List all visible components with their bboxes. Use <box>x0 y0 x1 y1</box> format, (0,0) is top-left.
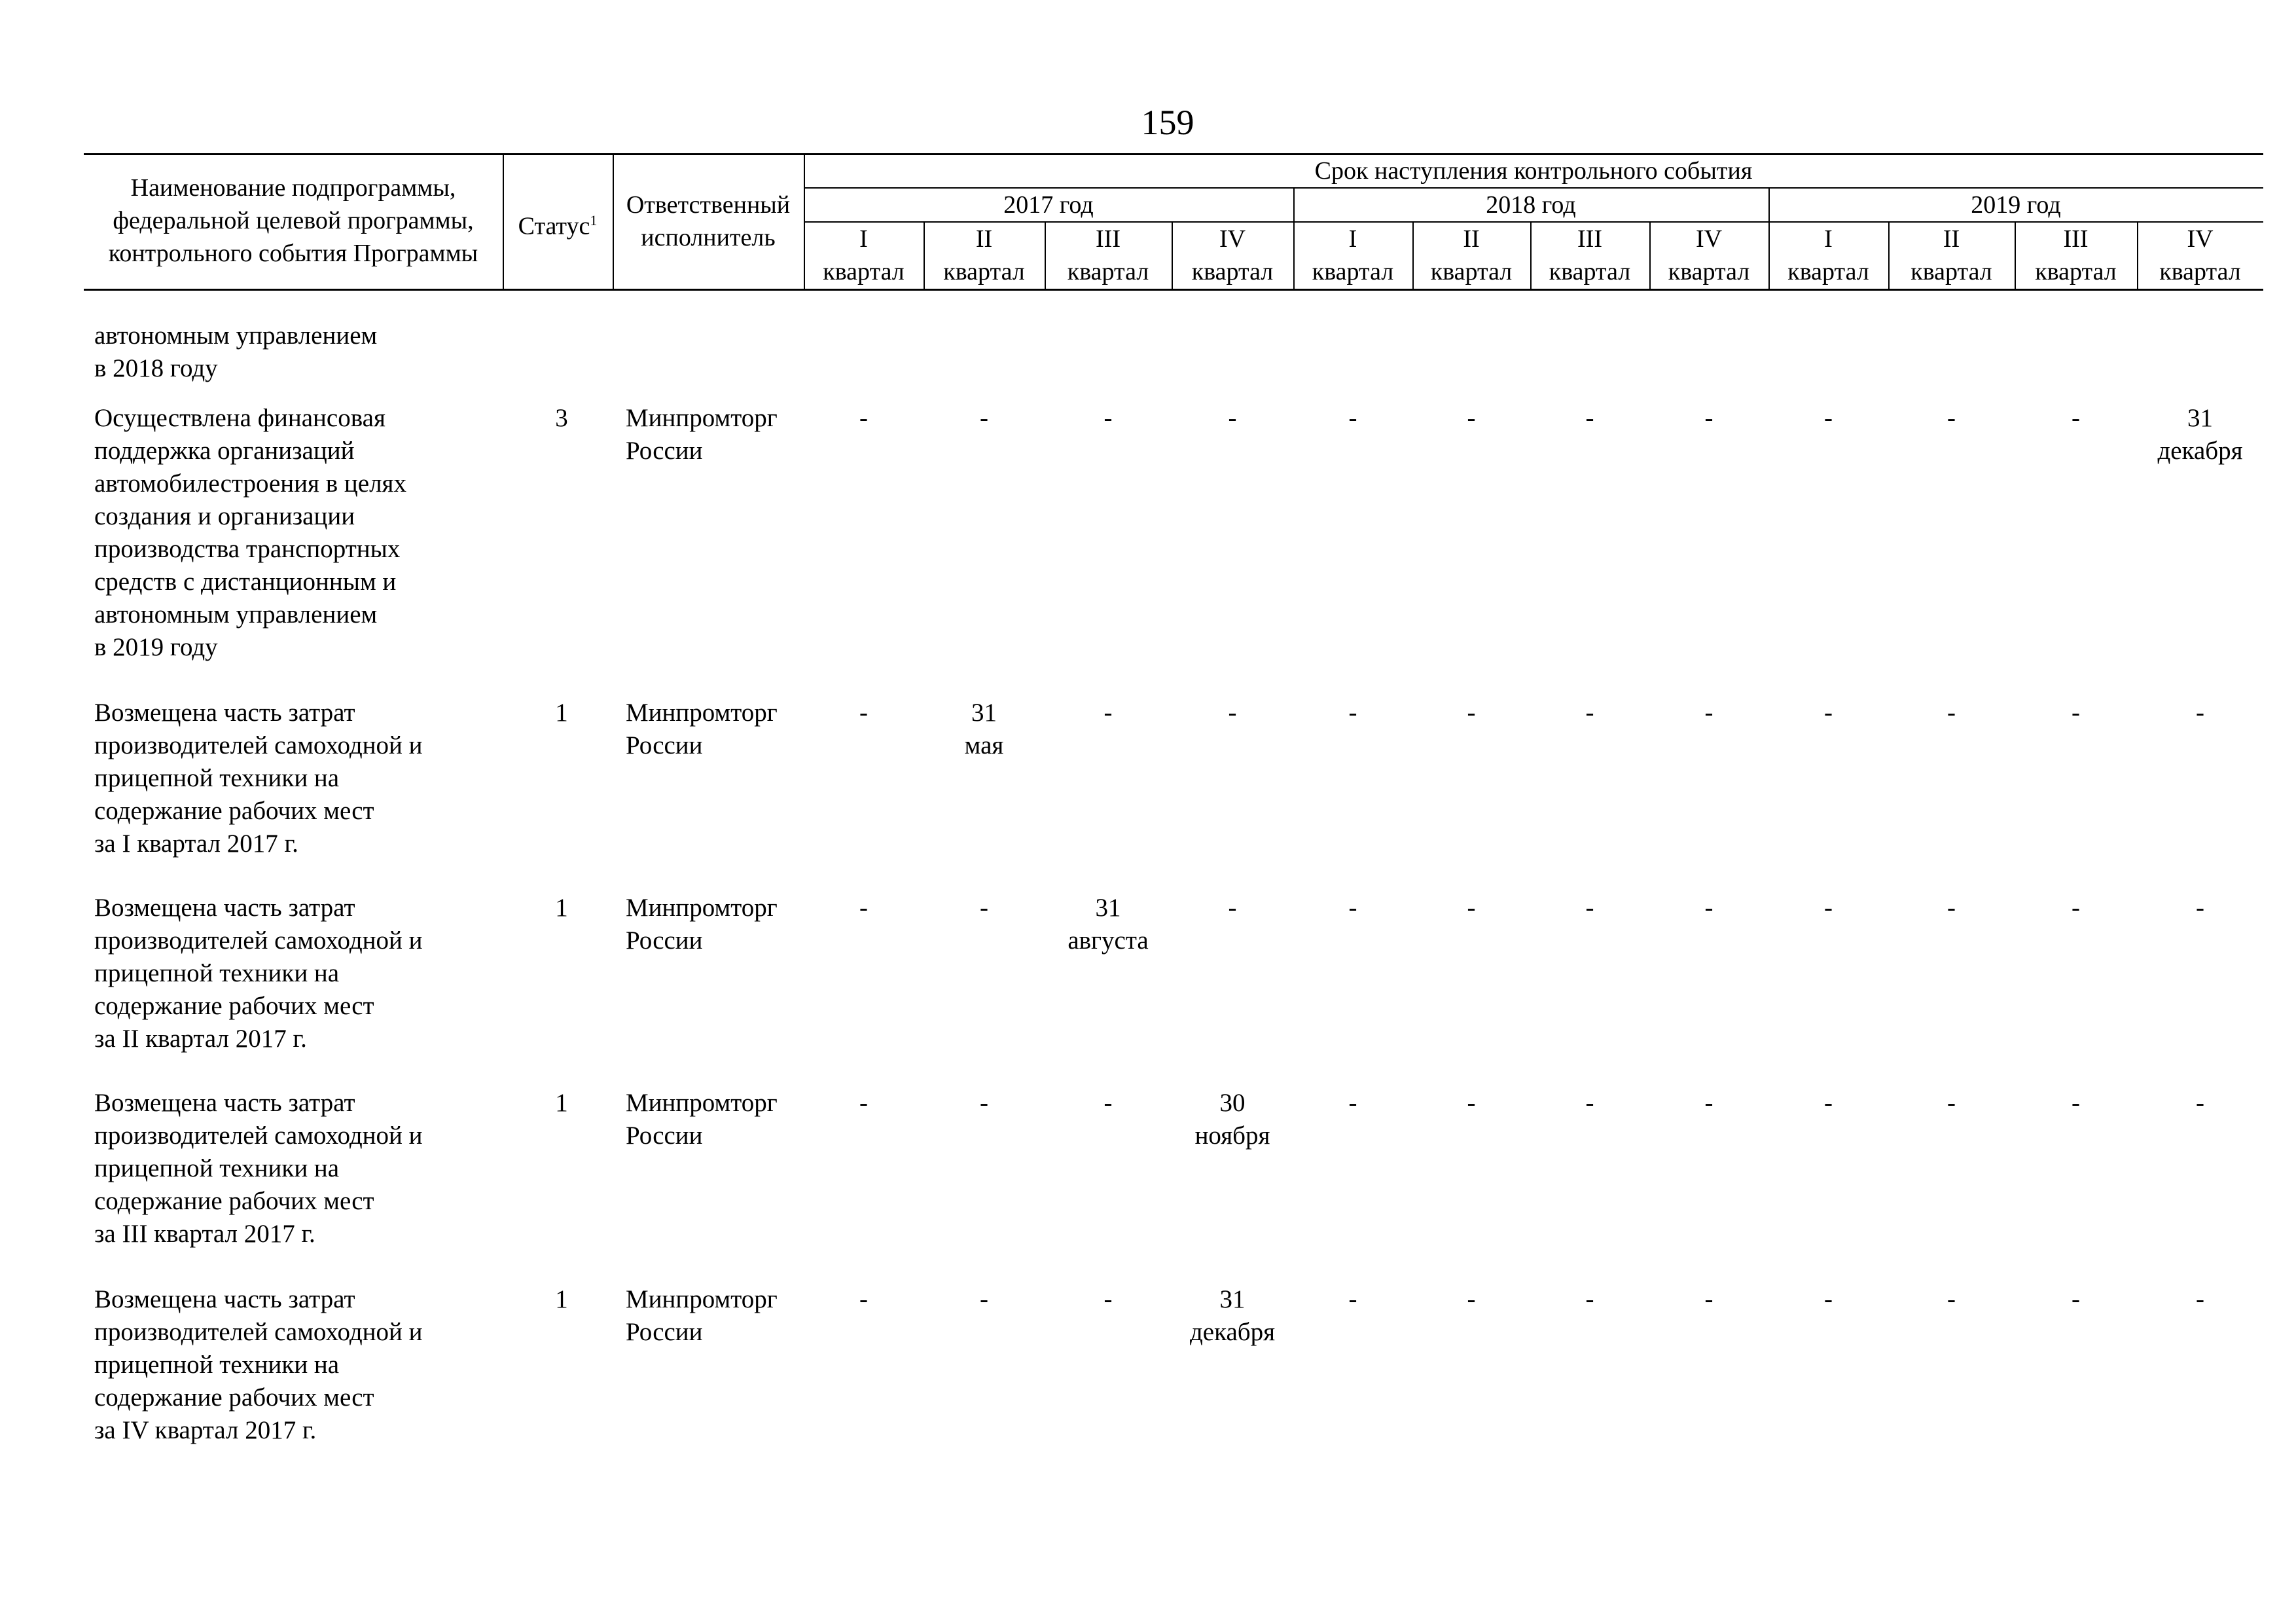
quarter-cell-2: - <box>980 1089 988 1117</box>
event-executor: Минпромторг России <box>626 699 778 759</box>
header-quarter-4: IV квартал <box>1191 225 1274 285</box>
page-number: 159 <box>1141 103 1194 142</box>
event-name: Возмещена часть затрат производителей самоходной и прицепной техники на содержание рабочих мест за IV квартал 2017 г. <box>94 1285 423 1444</box>
quarter-cell-3: - <box>1103 404 1113 432</box>
event-name: Возмещена часть затрат производителей самоходной и прицепной техники на содержание рабочих мест за III квартал 2017 г. <box>94 1089 423 1248</box>
quarter-cell-5: - <box>1348 1089 1357 1117</box>
quarter-cell-8: - <box>1704 699 1713 727</box>
header-quarter-7: III квартал <box>1549 225 1631 285</box>
quarter-cell-11: - <box>2072 894 2080 922</box>
quarter-cell-4: 31 декабря <box>1189 1285 1276 1346</box>
quarter-cell-12: 31 декабря <box>2157 404 2243 465</box>
event-name: Возмещена часть затрат производителей самоходной и прицепной техники на содержание рабочих мест за I квартал 2017 г. <box>94 699 423 858</box>
table-header <box>84 153 2263 291</box>
event-status: 1 <box>555 699 568 727</box>
quarter-cell-2: - <box>980 404 988 432</box>
quarter-cell-2: 31 мая <box>964 699 1004 759</box>
event-executor: Минпромторг России <box>626 1089 778 1150</box>
quarter-cell-6: - <box>1467 1285 1476 1313</box>
quarter-cell-9: - <box>1824 894 1833 922</box>
header-quarter-12: IV квартал <box>2159 225 2241 285</box>
quarter-cell-11: - <box>2072 1285 2080 1313</box>
event-status: 1 <box>555 1089 568 1117</box>
quarter-cell-1: - <box>859 1089 868 1117</box>
quarter-cell-8: - <box>1704 1089 1713 1117</box>
header-quarter-2: II квартал <box>943 225 1025 285</box>
quarter-cell-10: - <box>1947 1285 1956 1313</box>
quarter-cell-1: - <box>859 699 868 727</box>
event-name: Осуществлена финансовая поддержка организаций автомобилестроения в целях создания и организации производства транспортных средств с дистанционным и автономным управлением в 2019 году <box>94 404 406 661</box>
header-year-3: 2019 год <box>1971 191 2061 219</box>
footnote-marker: 1 <box>590 212 598 228</box>
quarter-cell-5: - <box>1348 699 1357 727</box>
quarter-cell-7: - <box>1585 894 1594 922</box>
quarter-cell-10: - <box>1947 404 1956 432</box>
header-quarter-9: I квартал <box>1787 225 1869 285</box>
quarter-cell-9: - <box>1824 404 1833 432</box>
quarter-cell-10: - <box>1947 894 1956 922</box>
quarter-cell-1: - <box>859 404 868 432</box>
quarter-cell-12: - <box>2196 699 2204 727</box>
quarter-cell-10: - <box>1947 699 1956 727</box>
quarter-cell-3: - <box>1103 699 1113 727</box>
quarter-cell-8: - <box>1704 404 1713 432</box>
quarter-cell-8: - <box>1704 1285 1713 1313</box>
header-col-deadline: Срок наступления контрольного события <box>1314 157 1753 185</box>
event-executor: Минпромторг России <box>626 894 778 955</box>
quarter-cell-9: - <box>1824 699 1833 727</box>
quarter-cell-9: - <box>1824 1089 1833 1117</box>
quarter-cell-2: - <box>980 894 988 922</box>
quarter-cell-11: - <box>2072 404 2080 432</box>
quarter-cell-9: - <box>1824 1285 1833 1313</box>
quarter-cell-4: - <box>1228 404 1237 432</box>
quarter-cell-6: - <box>1467 699 1476 727</box>
header-col-status: Статус$^1$ <box>518 212 598 240</box>
event-executor: Минпромторг России <box>626 404 778 465</box>
header-quarter-6: II квартал <box>1430 225 1513 285</box>
quarter-cell-6: - <box>1467 894 1476 922</box>
quarter-cell-6: - <box>1467 404 1476 432</box>
quarter-cell-3: 31 августа <box>1067 894 1149 955</box>
quarter-cell-4: - <box>1228 894 1237 922</box>
quarter-cell-5: - <box>1348 404 1357 432</box>
quarter-cell-12: - <box>2196 1089 2204 1117</box>
header-quarter-3: III квартал <box>1067 225 1149 285</box>
event-name: Возмещена часть затрат производителей самоходной и прицепной техники на содержание рабочих мест за II квартал 2017 г. <box>94 894 423 1053</box>
quarter-cell-11: - <box>2072 699 2080 727</box>
quarter-cell-7: - <box>1585 1285 1594 1313</box>
header-quarter-8: IV квартал <box>1668 225 1750 285</box>
quarter-cell-1: - <box>859 1285 868 1313</box>
header-quarter-1: I квартал <box>823 225 905 285</box>
quarter-cell-5: - <box>1348 894 1357 922</box>
quarter-cell-7: - <box>1585 404 1594 432</box>
quarter-cell-12: - <box>2196 894 2204 922</box>
quarter-cell-5: - <box>1348 1285 1357 1313</box>
header-quarter-10: II квартал <box>1910 225 1992 285</box>
quarter-cell-10: - <box>1947 1089 1956 1117</box>
header-col-executor: Ответственный исполнитель <box>626 191 791 251</box>
event-executor: Минпромторг России <box>626 1285 778 1346</box>
header-year-1: 2017 год <box>1003 191 1094 219</box>
event-status: 1 <box>555 894 568 922</box>
header-quarter-5: I квартал <box>1312 225 1394 285</box>
header-year-2: 2018 год <box>1486 191 1576 219</box>
header-col-name: Наименование подпрограммы, федеральной целевой программы, контрольного события Программы <box>108 174 478 267</box>
quarter-cell-2: - <box>980 1285 988 1313</box>
quarter-cell-4: - <box>1228 699 1237 727</box>
quarter-cell-3: - <box>1103 1089 1113 1117</box>
header-quarter-11: III квартал <box>2035 225 2117 285</box>
quarter-cell-7: - <box>1585 1089 1594 1117</box>
event-status: 1 <box>555 1285 568 1313</box>
quarter-cell-3: - <box>1103 1285 1113 1313</box>
quarter-cell-11: - <box>2072 1089 2080 1117</box>
quarter-cell-12: - <box>2196 1285 2204 1313</box>
quarter-cell-4: 30 ноября <box>1194 1089 1270 1150</box>
event-name: автономным управлением в 2018 году <box>94 321 378 382</box>
quarter-cell-6: - <box>1467 1089 1476 1117</box>
quarter-cell-8: - <box>1704 894 1713 922</box>
header-bottom-rule <box>84 289 2263 291</box>
quarter-cell-1: - <box>859 894 868 922</box>
event-status: 3 <box>555 404 568 432</box>
quarter-cell-7: - <box>1585 699 1594 727</box>
